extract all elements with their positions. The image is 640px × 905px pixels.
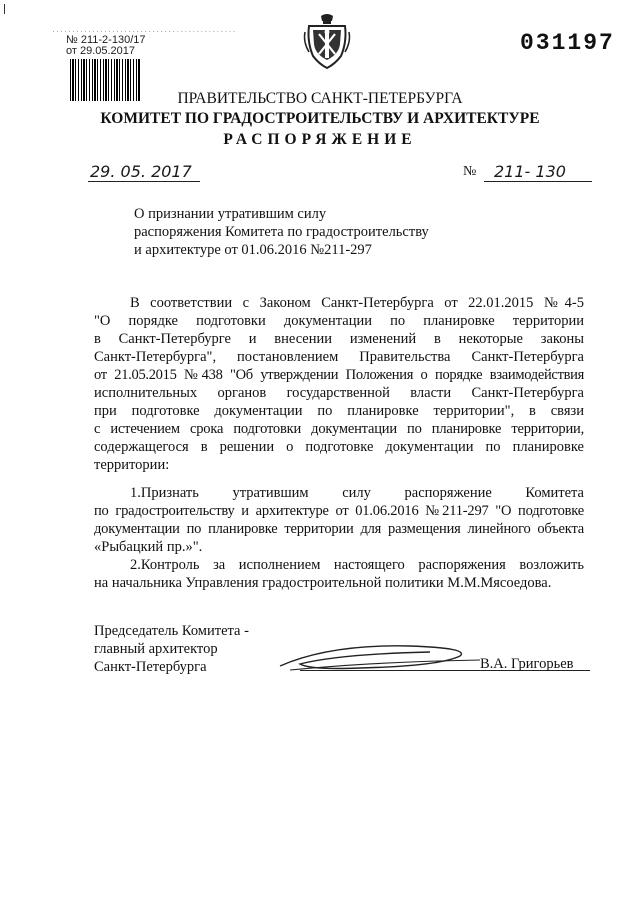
coat-of-arms-icon <box>303 12 351 70</box>
order-line: «Рыбацкий пр.»". <box>94 539 203 555</box>
document-subject <box>134 205 429 259</box>
preamble-line: В соответствии с Законом Санкт-Петербурга от 22.01.2015 №4-5 <box>130 295 584 311</box>
position-line: главный архитектор <box>94 641 218 657</box>
orders-paragraph <box>94 484 584 592</box>
order-line: документации по планировке территории для размещения линейного объекта <box>94 521 584 537</box>
document-number: 031197 <box>520 30 615 56</box>
subject-line: и архитектуре от 01.06.2016 №211-297 <box>134 242 372 258</box>
preamble-paragraph <box>94 294 584 474</box>
margin-mark <box>4 4 5 14</box>
stamp-dots: .............................................. <box>52 28 237 34</box>
signatory-position <box>94 622 249 676</box>
handwritten-number: 211- 130 <box>484 162 592 182</box>
subject-line: О признании утратившим силу <box>134 206 327 222</box>
order-line: 2.Контроль за исполнением настоящего распоряжения возложить <box>130 557 584 573</box>
preamble-line: Санкт-Петербурга", постановлением Правительства Санкт-Петербурга <box>94 349 584 365</box>
committee-title: КОМИТЕТ ПО ГРАДОСТРОИТЕЛЬСТВУ И АРХИТЕКТУРЕ <box>100 110 540 127</box>
order-line: по градостроительству и архитектуре от 01.06.2016 №211-297 "О подготовке <box>94 503 584 519</box>
order-line: 1.Признать утратившим силу распоряжение Комитета <box>130 485 584 501</box>
stamp-reg-number: № 211-2-130/17 <box>66 34 146 46</box>
preamble-line: от 21.05.2015 №438 "Об утверждении Положения о порядке взаимодействия <box>94 367 584 383</box>
preamble-line: территории: <box>94 457 170 473</box>
number-label: № <box>463 164 477 179</box>
position-line: Санкт-Петербурга <box>94 659 207 675</box>
preamble-line: в Санкт-Петербурге и внесении изменений в некоторые законы <box>94 331 584 347</box>
signatory-name: В.А. Григорьев <box>480 656 574 672</box>
subject-line: распоряжения Комитета по градостроительству <box>134 224 429 240</box>
order-line: на начальника Управления градостроительной политики М.М.Мясоедова. <box>94 575 552 591</box>
preamble-line: содержащегося в решении о подготовке документации по планировке <box>94 439 584 455</box>
position-line: Председатель Комитета - <box>94 623 249 639</box>
preamble-line: исполнительных органов государственной власти Санкт-Петербурга <box>94 385 584 401</box>
handwritten-date: 29. 05. 2017 <box>88 162 200 182</box>
preamble-line: с истечением срока подготовки документации по планировке территории, <box>94 421 584 437</box>
preamble-line: при подготовке документации по планировке территории", в связи <box>94 403 584 419</box>
stamp-reg-date: от 29.05.2017 <box>66 45 136 57</box>
preamble-line: "О порядке подготовки документации по планировке территории <box>94 313 584 329</box>
document-type: РАСПОРЯЖЕНИЕ <box>223 131 417 148</box>
government-title: ПРАВИТЕЛЬСТВО САНКТ-ПЕТЕРБУРГА <box>177 90 463 107</box>
